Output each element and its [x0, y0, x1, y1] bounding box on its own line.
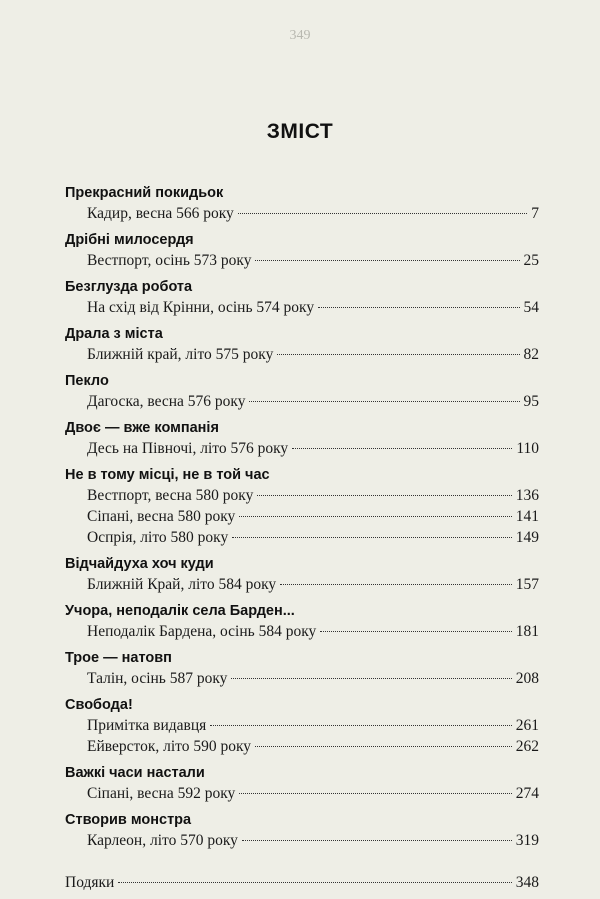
- entry-page-number: 181: [515, 623, 539, 640]
- toc-entry: [65, 737, 539, 757]
- entry-label: Подяки: [65, 874, 115, 891]
- toc-section: [65, 763, 539, 804]
- dot-leader: [318, 306, 519, 308]
- dot-leader: [242, 839, 512, 841]
- toc-section: [65, 810, 539, 851]
- entry-page-number: 7: [531, 205, 539, 222]
- page-title: ЗМІСТ: [266, 120, 334, 143]
- dot-leader: [292, 447, 512, 449]
- dot-leader: [255, 259, 519, 261]
- section-title: Відчайдуха хоч куди: [65, 556, 214, 572]
- section-title: Не в тому місці, не в той час: [65, 467, 270, 483]
- dot-leader: [257, 494, 511, 496]
- entry-page-number: 141: [515, 508, 539, 525]
- entry-label: Кадир, весна 566 року: [87, 205, 234, 222]
- section-title: Прекрасний покидьок: [65, 185, 224, 201]
- toc-section: [65, 554, 539, 595]
- entry-page-number: 261: [515, 717, 539, 734]
- toc-entry: [65, 575, 539, 595]
- dot-leader: [231, 677, 511, 679]
- entry-label: Сіпані, весна 592 року: [87, 785, 236, 802]
- toc-entry: [65, 507, 539, 527]
- entry-page-number: 262: [515, 738, 539, 755]
- entry-label: Ейверсток, літо 590 року: [87, 738, 252, 755]
- entry-page-number: 157: [515, 576, 539, 593]
- section-title: Двоє — вже компанія: [65, 420, 219, 436]
- entry-page-number: 95: [523, 393, 539, 410]
- toc-entry-acknowledgements: [65, 873, 539, 893]
- dot-leader: [239, 515, 511, 517]
- toc-section: [65, 324, 539, 365]
- toc-entry: [65, 716, 539, 736]
- toc-section: [65, 695, 539, 757]
- entry-page-number: 319: [515, 832, 539, 849]
- toc-entry: [65, 345, 539, 365]
- toc-section: [65, 418, 539, 459]
- entry-label: На схід від Крінни, осінь 574 року: [87, 299, 315, 316]
- entry-page-number: 110: [516, 440, 539, 457]
- entry-label: Примітка видавця: [87, 717, 207, 734]
- entry-label: Вестпорт, осінь 573 року: [87, 252, 252, 269]
- section-title: Пекло: [65, 373, 109, 389]
- dot-leader: [238, 212, 527, 214]
- section-title: Драла з міста: [65, 326, 163, 342]
- entry-label: Десь на Півночі, літо 576 року: [87, 440, 289, 457]
- entry-page-number: 348: [515, 874, 539, 891]
- toc-entry: [65, 622, 539, 642]
- section-title: Безглузда робота: [65, 279, 193, 295]
- entry-label: Вестпорт, весна 580 року: [87, 487, 254, 504]
- toc-section: [65, 465, 539, 548]
- entry-page-number: 149: [515, 529, 539, 546]
- toc-entry: [65, 439, 539, 459]
- toc-entry: [65, 831, 539, 851]
- entry-page-number: 82: [523, 346, 539, 363]
- entry-label: Талін, осінь 587 року: [87, 670, 228, 687]
- toc-section: [65, 601, 539, 642]
- toc-entry: [65, 251, 539, 271]
- section-title: Учора, неподалік села Барден...: [65, 603, 295, 619]
- entry-label: Ближній Край, літо 584 року: [87, 576, 277, 593]
- entry-page-number: 136: [515, 487, 539, 504]
- toc-entry: [65, 528, 539, 548]
- entry-page-number: 25: [523, 252, 539, 269]
- section-title: Дрібні милосердя: [65, 232, 194, 248]
- toc-entry: [65, 669, 539, 689]
- dot-leader: [232, 536, 512, 538]
- dot-leader: [255, 745, 512, 747]
- entry-page-number: 274: [515, 785, 539, 802]
- toc-entry: [65, 204, 539, 224]
- entry-label: Ближній край, літо 575 року: [87, 346, 274, 363]
- toc-section: [65, 648, 539, 689]
- dot-leader: [249, 400, 519, 402]
- entry-label: Дагоска, весна 576 року: [87, 393, 246, 410]
- dot-leader: [277, 353, 519, 355]
- toc-entry: [65, 392, 539, 412]
- toc-entry: [65, 784, 539, 804]
- section-title: Створив монстра: [65, 812, 192, 828]
- dot-leader: [210, 724, 511, 726]
- dot-leader: [280, 583, 512, 585]
- toc-entry: [65, 298, 539, 318]
- dot-leader: [320, 630, 511, 632]
- toc-section: [65, 277, 539, 318]
- section-title: Свобода!: [65, 697, 133, 713]
- dot-leader: [239, 792, 511, 794]
- entry-label: Сіпані, весна 580 року: [87, 508, 236, 525]
- dot-leader: [118, 881, 511, 883]
- page-number: 349: [289, 28, 311, 43]
- toc-section: [65, 183, 539, 224]
- entry-label: Карлеон, літо 570 року: [87, 832, 238, 849]
- entry-page-number: 208: [515, 670, 539, 687]
- entry-page-number: 54: [523, 299, 539, 316]
- table-of-contents: [65, 183, 539, 893]
- section-title: Важкі часи настали: [65, 765, 205, 781]
- entry-label: Оспрія, літо 580 року: [87, 529, 229, 546]
- section-title: Трое — натовп: [65, 650, 172, 666]
- entry-label: Неподалік Бардена, осінь 584 року: [87, 623, 317, 640]
- toc-section: [65, 230, 539, 271]
- toc-section: [65, 371, 539, 412]
- toc-entry: [65, 486, 539, 506]
